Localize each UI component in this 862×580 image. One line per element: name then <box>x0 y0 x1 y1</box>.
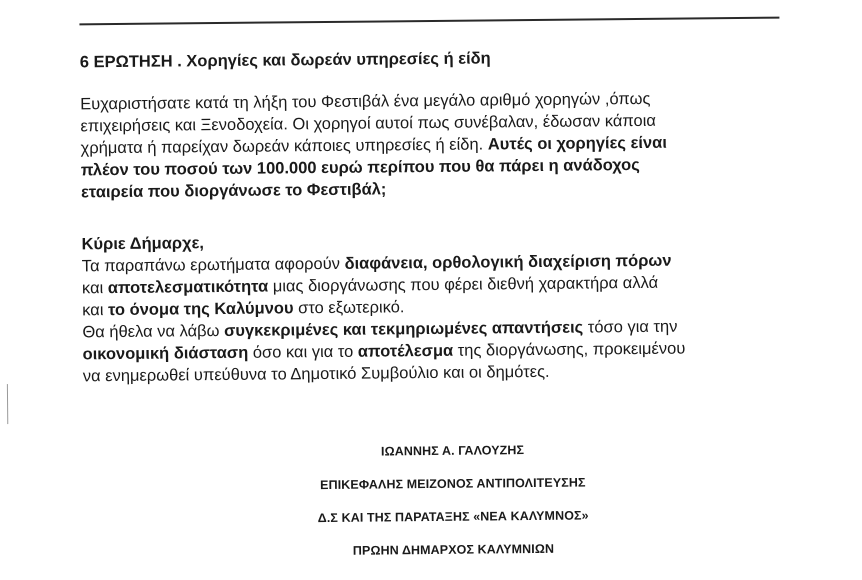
paragraph-line: εταιρεία που διοργάνωσε το Φεστιβάλ; <box>80 180 387 202</box>
text-run: στο εξωτερικό. <box>293 298 405 318</box>
bold-text-run: αποτέλεσμα <box>357 341 454 361</box>
paragraph-line: Ευχαριστήσατε κατά τη λήξη του Φεστιβάλ ένα μεγάλο αριθμό χορηγών ,όπως <box>80 89 651 114</box>
salutation: Κύριε Δήμαρχε, <box>81 234 205 254</box>
bold-text-run: Αυτές οι χορηγίες είναι <box>487 133 667 154</box>
signatory-role: Δ.Σ ΚΑΙ ΤΗΣ ΠΑΡΑΤΑΞΗΣ «ΝΕΑ ΚΑΛΥΜΝΟΣ» <box>317 508 589 526</box>
paragraph-line: να ενημερωθεί υπεύθυνα το Δημοτικό Συμβούλιο και οι δημότες. <box>82 362 550 386</box>
signatory-name: ΙΩΑΝΝΗΣ Α. ΓΑΛΟΥΖΗΣ <box>380 443 525 459</box>
top-rule <box>79 17 779 26</box>
paragraph-sponsorships <box>80 88 667 204</box>
paragraph-closing <box>81 228 685 388</box>
text-run: τόσο για την <box>583 317 678 337</box>
bold-text-run: το όνομα της Καλύμνου <box>107 299 294 320</box>
text-run: όσο και για το <box>248 342 358 362</box>
text-run: Τα παραπάνω ερωτήματα αφορούν <box>81 254 345 276</box>
text-run: μιας διοργάνωσης που φέρει διεθνή χαρακτήρα αλλά <box>268 273 659 296</box>
bold-text-run: οικονομική διάσταση <box>82 343 249 364</box>
signatory-role: ΕΠΙΚΕΦΑΛΗΣ ΜΕΙΖΟΝΟΣ ΑΝΤΙΠΟΛΙΤΕΥΣΗΣ <box>320 475 586 493</box>
paragraph-line: επιχειρήσεις και Ξενοδοχεία. Οι χορηγοί αυτοί πως συνέβαλαν, έδωσαν κάποια <box>80 111 656 136</box>
bold-text-run: διαφάνεια, ορθολογική διαχείριση πόρων <box>344 251 672 273</box>
bold-text-run: αποτελεσματικότητα <box>107 277 269 298</box>
text-run: της διοργάνωσης, προκειμένου <box>453 339 686 360</box>
text-run: και <box>81 279 108 298</box>
text-run: Θα ήθελα να λάβω <box>82 321 225 342</box>
question-heading: 6 ΕΡΩΤΗΣΗ . Χορηγίες και δωρεάν υπηρεσίες ή είδη <box>79 49 491 72</box>
bold-text-run: συγκεκριμένες και τεκμηριωμένες απαντήσεις <box>223 318 584 340</box>
signatory-former-title: ΠΡΩΗΝ ΔΗΜΑΡΧΟΣ ΚΑΛΥΜΝΙΩΝ <box>352 541 555 558</box>
paragraph-line: πλέον του ποσού των 100.000 ευρώ περίπου που θα πάρει η ανάδοχος <box>80 155 640 180</box>
scan-edge-mark <box>7 384 8 424</box>
text-run: και <box>82 301 109 320</box>
text-run: χρήματα ή παρείχαν δωρεάν κάποιες υπηρεσίες ή είδη. <box>80 135 488 158</box>
